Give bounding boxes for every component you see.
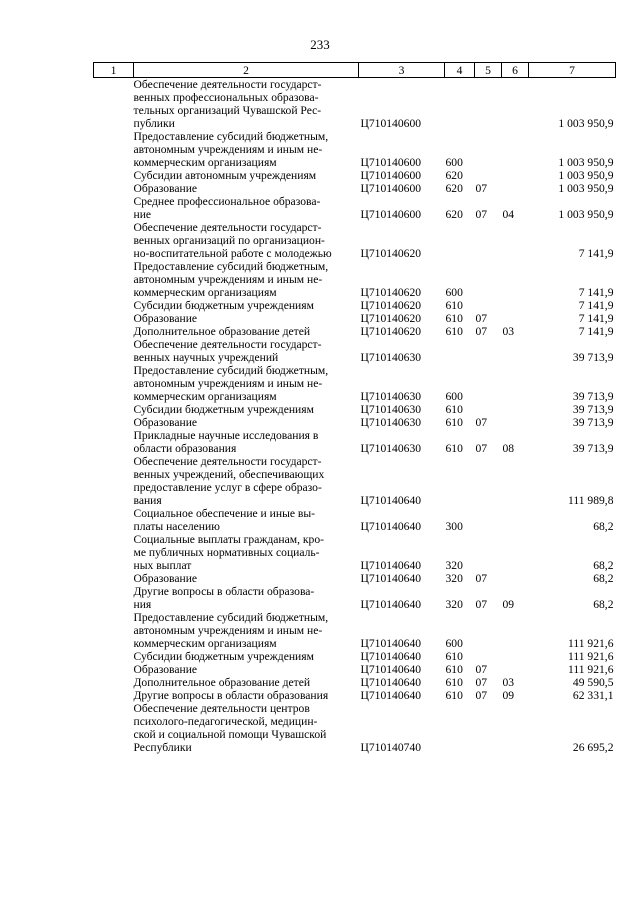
row-empty-cell	[94, 676, 134, 689]
row-section	[475, 260, 502, 299]
row-name-line: автономным учреждениям и иным не-	[133, 624, 323, 637]
row-amount: 111 921,6	[567, 637, 614, 650]
row-amount: 7 141,9	[578, 299, 614, 312]
row-name-line: венных научных учреждений	[133, 351, 279, 364]
row-empty-cell	[94, 130, 134, 169]
row-amount: 68,2	[593, 598, 614, 611]
row-target-code: Ц710140620	[360, 286, 422, 299]
row-name-line: Образование	[133, 572, 198, 585]
row-subsection	[502, 182, 529, 195]
row-subsection	[502, 364, 529, 403]
row-amount: 111 921,6	[567, 650, 614, 663]
row-empty-cell	[94, 182, 134, 195]
table-row	[94, 364, 616, 403]
row-section: 07	[475, 689, 488, 702]
row-expense-type: 320	[445, 598, 463, 611]
row-section	[475, 455, 502, 507]
row-amount: 111 921,6	[567, 663, 614, 676]
row-target-code: Ц710140640	[360, 689, 422, 702]
row-name-line: но-воспитательной работе с молодежью	[133, 247, 332, 260]
row-target-code: Ц710140620	[360, 312, 422, 325]
row-name-line: Республики	[133, 741, 192, 754]
row-section: 07	[475, 663, 488, 676]
row-name	[134, 338, 359, 364]
row-empty-cell	[94, 312, 134, 325]
table-row	[94, 663, 616, 676]
row-subsection	[502, 338, 529, 364]
row-amount: 49 590,5	[572, 676, 614, 689]
table-row	[94, 676, 616, 689]
row-name-line: автономным учреждениям и иным не-	[133, 377, 323, 390]
row-expense-type: 600	[445, 637, 463, 650]
row-section	[475, 299, 502, 312]
row-name-line: коммерческим организациям	[133, 286, 277, 299]
row-expense-type	[445, 455, 475, 507]
row-section	[475, 169, 502, 182]
row-name-line: ме публичных нормативных социаль-	[133, 546, 320, 559]
row-expense-type	[445, 221, 475, 260]
row-subsection	[502, 169, 529, 182]
row-name	[134, 429, 359, 455]
row-expense-type: 610	[445, 676, 463, 689]
row-amount: 1 003 950,9	[558, 156, 614, 169]
row-name-line: Предоставление субсидий бюджетным,	[133, 364, 329, 377]
row-empty-cell	[94, 78, 134, 131]
row-target-code: Ц710140640	[360, 494, 422, 507]
row-name-line: Образование	[133, 663, 198, 676]
row-name	[134, 299, 359, 312]
row-empty-cell	[94, 702, 134, 754]
row-empty-cell	[94, 221, 134, 260]
table-row	[94, 403, 616, 416]
row-expense-type: 620	[445, 182, 463, 195]
row-expense-type	[445, 78, 475, 131]
row-target-code: Ц710140630	[360, 416, 422, 429]
row-target-code: Ц710140640	[360, 559, 422, 572]
row-target-code: Ц710140620	[360, 299, 422, 312]
table-row	[94, 572, 616, 585]
row-name-line: Другие вопросы в области образования	[133, 689, 329, 702]
row-name-line: ской и социальной помощи Чувашской	[133, 728, 327, 741]
row-target-code: Ц710140640	[360, 663, 422, 676]
row-target-code: Ц710140740	[360, 741, 422, 754]
row-subsection	[502, 403, 529, 416]
table-row	[94, 455, 616, 507]
row-amount: 26 695,2	[572, 741, 614, 754]
row-expense-type: 600	[445, 390, 463, 403]
row-empty-cell	[94, 364, 134, 403]
row-name-line: Предоставление субсидий бюджетным,	[133, 130, 329, 143]
row-name	[134, 403, 359, 416]
row-amount: 7 141,9	[578, 312, 614, 325]
row-name-line: публики	[133, 117, 175, 130]
row-expense-type: 610	[445, 650, 463, 663]
row-amount: 1 003 950,9	[558, 117, 614, 130]
row-name	[134, 702, 359, 754]
row-expense-type: 610	[445, 325, 463, 338]
row-name	[134, 312, 359, 325]
row-expense-type	[445, 338, 475, 364]
row-amount: 39 713,9	[572, 416, 614, 429]
row-amount: 39 713,9	[572, 442, 614, 455]
row-target-code: Ц710140640	[360, 650, 422, 663]
row-name-line: коммерческим организациям	[133, 637, 277, 650]
row-subsection	[502, 663, 529, 676]
row-name	[134, 533, 359, 572]
row-name-line: ния	[133, 598, 152, 611]
row-expense-type: 610	[445, 299, 463, 312]
row-expense-type: 620	[445, 208, 463, 221]
row-amount: 1 003 950,9	[558, 182, 614, 195]
row-empty-cell	[94, 260, 134, 299]
row-subsection: 03	[502, 676, 515, 689]
row-name-line: Образование	[133, 312, 198, 325]
budget-table	[93, 62, 616, 754]
header-col-2: 2	[134, 63, 359, 78]
row-amount: 39 713,9	[572, 351, 614, 364]
row-target-code: Ц710140640	[360, 637, 422, 650]
row-section	[475, 364, 502, 403]
row-amount: 7 141,9	[578, 247, 614, 260]
row-section: 07	[475, 598, 488, 611]
row-name	[134, 689, 359, 702]
row-name-line: Обеспечение деятельности государст-	[133, 338, 322, 351]
row-name-line: ние	[133, 208, 152, 221]
row-section	[475, 611, 502, 650]
row-amount: 62 331,1	[572, 689, 614, 702]
row-name	[134, 221, 359, 260]
row-expense-type: 610	[445, 403, 463, 416]
row-section	[475, 702, 502, 754]
row-target-code: Ц710140600	[360, 169, 422, 182]
table-row	[94, 507, 616, 533]
row-amount: 111 989,8	[567, 494, 614, 507]
row-name-line: Субсидии бюджетным учреждениям	[133, 650, 314, 663]
table-row	[94, 611, 616, 650]
row-name-line: автономным учреждениям и иным не-	[133, 143, 323, 156]
row-name-line: Социальные выплаты гражданам, кро-	[133, 533, 324, 546]
row-name-line: психолого-педагогической, медицин-	[133, 715, 318, 728]
row-section: 07	[475, 416, 488, 429]
row-expense-type: 610	[445, 312, 463, 325]
row-subsection	[502, 299, 529, 312]
row-section: 07	[475, 676, 488, 689]
table-row	[94, 78, 616, 131]
row-name	[134, 650, 359, 663]
row-section: 07	[475, 442, 488, 455]
row-name-line: Обеспечение деятельности государст-	[133, 455, 322, 468]
row-subsection	[502, 455, 529, 507]
row-expense-type: 610	[445, 416, 463, 429]
table-row	[94, 221, 616, 260]
row-empty-cell	[94, 338, 134, 364]
row-target-code: Ц710140600	[360, 156, 422, 169]
row-name-line: Другие вопросы в области образова-	[133, 585, 315, 598]
header-col-4: 4	[445, 63, 475, 78]
row-name-line: Дополнительное образование детей	[133, 676, 311, 689]
row-target-code: Ц710140620	[360, 247, 422, 260]
row-name-line: Дополнительное образование детей	[133, 325, 311, 338]
row-expense-type: 610	[445, 663, 463, 676]
row-subsection: 09	[502, 689, 515, 702]
page-number: 233	[310, 37, 330, 52]
table-row	[94, 169, 616, 182]
row-name-line: предоставление услуг в сфере образо-	[133, 481, 322, 494]
row-subsection	[502, 312, 529, 325]
row-name-line: тельных организаций Чувашской Рес-	[133, 104, 322, 117]
row-name-line: Образование	[133, 416, 198, 429]
row-name	[134, 507, 359, 533]
row-name-line: Обеспечение деятельности центров	[133, 702, 310, 715]
row-expense-type: 300	[445, 520, 463, 533]
row-empty-cell	[94, 325, 134, 338]
row-name	[134, 364, 359, 403]
row-target-code: Ц710140640	[360, 598, 422, 611]
table-row	[94, 338, 616, 364]
row-subsection	[502, 78, 529, 131]
row-name	[134, 260, 359, 299]
row-name	[134, 416, 359, 429]
row-empty-cell	[94, 585, 134, 611]
table-body	[94, 78, 616, 755]
row-name-line: Образование	[133, 182, 198, 195]
row-empty-cell	[94, 169, 134, 182]
header-col-5: 5	[475, 63, 502, 78]
row-subsection	[502, 533, 529, 572]
row-target-code: Ц710140600	[360, 182, 422, 195]
row-amount: 68,2	[593, 572, 614, 585]
row-empty-cell	[94, 572, 134, 585]
table-row	[94, 182, 616, 195]
row-empty-cell	[94, 663, 134, 676]
row-target-code: Ц710140640	[360, 572, 422, 585]
table-row	[94, 702, 616, 754]
row-amount: 1 003 950,9	[558, 169, 614, 182]
row-expense-type: 320	[445, 572, 463, 585]
header-col-7: 7	[529, 63, 616, 78]
row-empty-cell	[94, 403, 134, 416]
row-section: 07	[475, 208, 488, 221]
row-section	[475, 338, 502, 364]
row-empty-cell	[94, 455, 134, 507]
table-row	[94, 689, 616, 702]
row-subsection: 04	[502, 208, 515, 221]
table-row	[94, 650, 616, 663]
row-section	[475, 533, 502, 572]
table-row	[94, 325, 616, 338]
row-subsection	[502, 130, 529, 169]
row-name-line: Прикладные научные исследования в	[133, 429, 319, 442]
row-name-line: области образования	[133, 442, 237, 455]
row-name-line: Обеспечение деятельности государст-	[133, 78, 322, 91]
row-name-line: Предоставление субсидий бюджетным,	[133, 611, 329, 624]
row-subsection	[502, 702, 529, 754]
row-expense-type: 610	[445, 442, 463, 455]
row-name-line: Предоставление субсидий бюджетным,	[133, 260, 329, 273]
row-name	[134, 455, 359, 507]
row-amount: 68,2	[593, 520, 614, 533]
row-target-code: Ц710140640	[360, 676, 422, 689]
row-name	[134, 325, 359, 338]
row-name-line: Субсидии автономным учреждениям	[133, 169, 317, 182]
table-row	[94, 416, 616, 429]
row-amount: 39 713,9	[572, 390, 614, 403]
row-empty-cell	[94, 689, 134, 702]
row-name-line: Обеспечение деятельности государст-	[133, 221, 322, 234]
row-subsection: 08	[502, 442, 515, 455]
row-target-code: Ц710140600	[360, 208, 422, 221]
row-empty-cell	[94, 195, 134, 221]
row-target-code: Ц710140630	[360, 390, 422, 403]
row-subsection: 09	[502, 598, 515, 611]
header-col-1: 1	[94, 63, 134, 78]
table-row	[94, 195, 616, 221]
row-target-code: Ц710140630	[360, 442, 422, 455]
row-amount: 7 141,9	[578, 325, 614, 338]
row-name	[134, 585, 359, 611]
row-expense-type: 600	[445, 286, 463, 299]
row-empty-cell	[94, 533, 134, 572]
row-section: 07	[475, 572, 488, 585]
header-col-6: 6	[502, 63, 529, 78]
row-section: 07	[475, 182, 488, 195]
row-name	[134, 78, 359, 131]
row-amount: 7 141,9	[578, 286, 614, 299]
row-empty-cell	[94, 611, 134, 650]
row-section: 07	[475, 325, 488, 338]
row-name	[134, 572, 359, 585]
row-name-line: венных профессиональных образова-	[133, 91, 319, 104]
row-subsection	[502, 416, 529, 429]
row-target-code: Ц710140640	[360, 520, 422, 533]
row-name	[134, 182, 359, 195]
row-empty-cell	[94, 429, 134, 455]
table-row	[94, 585, 616, 611]
row-expense-type: 600	[445, 156, 463, 169]
row-empty-cell	[94, 650, 134, 663]
row-amount: 68,2	[593, 559, 614, 572]
row-amount: 1 003 950,9	[558, 208, 614, 221]
table-header-row	[94, 63, 616, 78]
table-row	[94, 130, 616, 169]
row-name-line: Социальное обеспечение и иные вы-	[133, 507, 316, 520]
row-subsection	[502, 611, 529, 650]
row-name	[134, 130, 359, 169]
row-section: 07	[475, 312, 488, 325]
row-empty-cell	[94, 507, 134, 533]
row-subsection	[502, 260, 529, 299]
row-section	[475, 403, 502, 416]
row-name-line: коммерческим организациям	[133, 390, 277, 403]
row-target-code: Ц710140600	[360, 117, 422, 130]
table-row	[94, 533, 616, 572]
row-expense-type: 610	[445, 689, 463, 702]
row-name	[134, 195, 359, 221]
row-section	[475, 507, 502, 533]
row-expense-type: 320	[445, 559, 463, 572]
table-row	[94, 312, 616, 325]
row-subsection	[502, 221, 529, 260]
row-name	[134, 611, 359, 650]
row-subsection: 03	[502, 325, 515, 338]
row-name-line: венных организаций по организацион-	[133, 234, 325, 247]
row-target-code: Ц710140630	[360, 403, 422, 416]
row-empty-cell	[94, 299, 134, 312]
row-expense-type	[445, 702, 475, 754]
row-name-line: Субсидии бюджетным учреждениям	[133, 403, 314, 416]
row-name-line: коммерческим организациям	[133, 156, 277, 169]
table-row	[94, 299, 616, 312]
table-row	[94, 260, 616, 299]
row-section	[475, 78, 502, 131]
row-section	[475, 221, 502, 260]
row-name	[134, 676, 359, 689]
row-target-code: Ц710140620	[360, 325, 422, 338]
row-subsection	[502, 507, 529, 533]
row-name-line: платы населению	[133, 520, 220, 533]
row-subsection	[502, 572, 529, 585]
row-name-line: вания	[133, 494, 162, 507]
row-name	[134, 663, 359, 676]
row-target-code: Ц710140630	[360, 351, 422, 364]
row-name-line: автономным учреждениям и иным не-	[133, 273, 323, 286]
row-name-line: Субсидии бюджетным учреждениям	[133, 299, 314, 312]
row-expense-type: 620	[445, 169, 463, 182]
header-col-3: 3	[359, 63, 445, 78]
row-name-line: венных учреждений, обеспечивающих	[133, 468, 325, 481]
row-empty-cell	[94, 416, 134, 429]
table-row	[94, 429, 616, 455]
row-name-line: Среднее профессиональное образова-	[133, 195, 321, 208]
row-name-line: ных выплат	[133, 559, 192, 572]
row-name	[134, 169, 359, 182]
row-amount: 39 713,9	[572, 403, 614, 416]
row-subsection	[502, 650, 529, 663]
row-section	[475, 130, 502, 169]
row-section	[475, 650, 502, 663]
